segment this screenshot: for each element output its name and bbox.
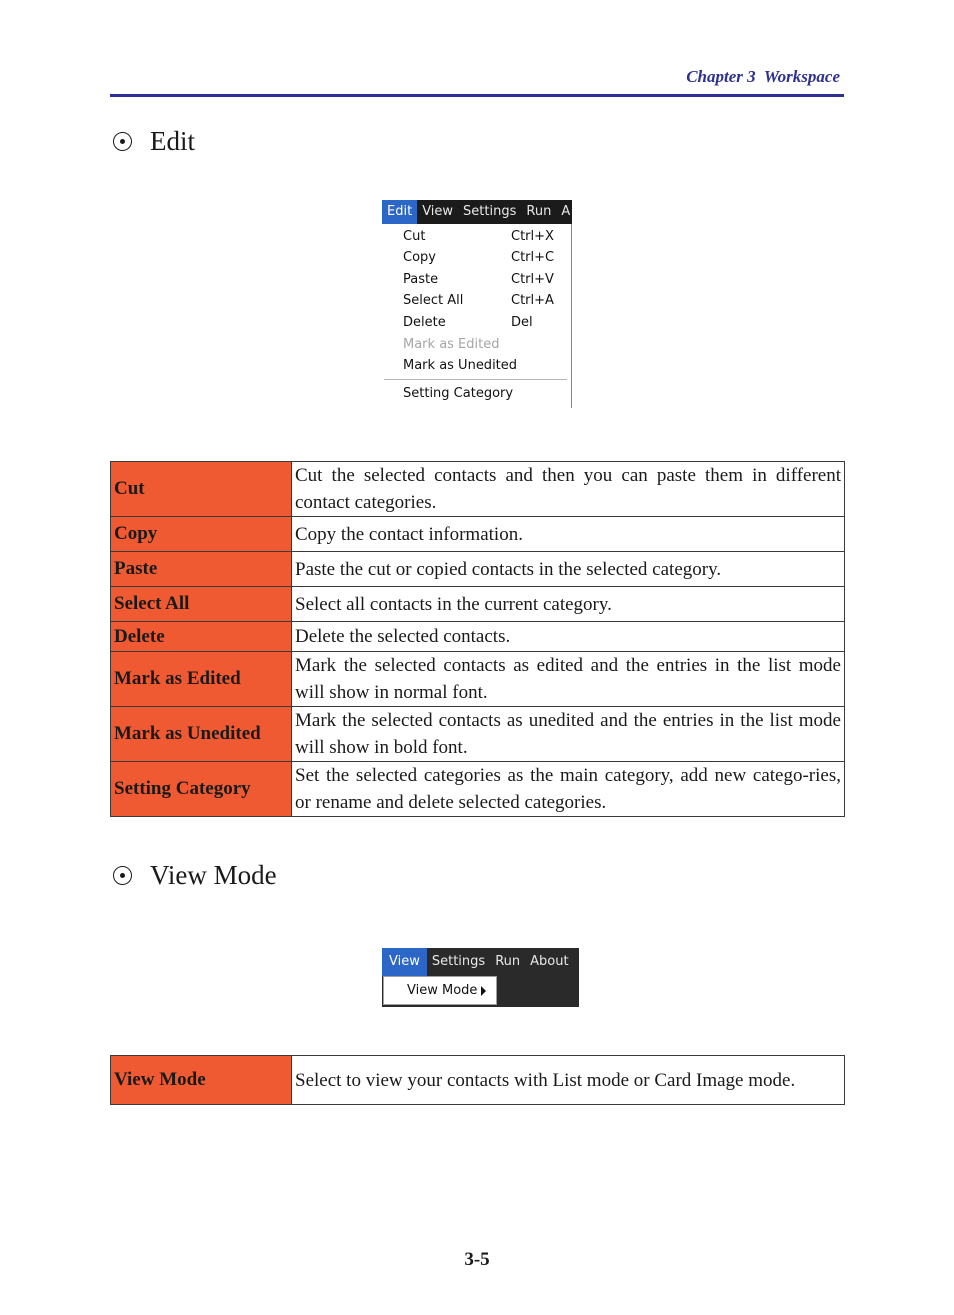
menu-item-setting-category[interactable]	[403, 386, 563, 401]
menu-item-label: Mark as Edited	[403, 337, 500, 352]
heading-text: Edit	[150, 126, 195, 156]
desc-cell: Paste the cut or copied contacts in the selected category.	[292, 552, 845, 587]
term-cell: Setting Category	[111, 762, 292, 817]
menu-item-shortcut: Del	[511, 315, 533, 330]
menubar	[382, 200, 572, 224]
term-cell: Mark as Unedited	[111, 707, 292, 762]
menu-item-copy[interactable]	[403, 250, 563, 265]
term-cell: Cut	[111, 462, 292, 517]
menu-item-label: Mark as Unedited	[403, 358, 518, 373]
menu-item-label: Copy	[403, 250, 436, 265]
view-menu-screenshot	[382, 948, 579, 1007]
menu-item-shortcut: Ctrl+C	[511, 250, 555, 265]
menu-run[interactable]: Run	[526, 204, 552, 219]
menu-item-mark-as-unedited[interactable]	[403, 358, 563, 373]
desc-cell: Delete the selected contacts.	[292, 622, 845, 652]
menu-item-view-mode[interactable]	[383, 976, 497, 1005]
menu-item-label: Delete	[403, 315, 446, 330]
menu-item-paste[interactable]	[403, 272, 563, 287]
table-row	[111, 762, 845, 817]
table-row	[111, 462, 845, 517]
view-mode-definitions-table	[110, 1055, 845, 1105]
term-cell: Mark as Edited	[111, 652, 292, 707]
menu-about[interactable]: About	[530, 954, 569, 969]
menu-item-label: View Mode	[407, 983, 478, 998]
term-cell: Paste	[111, 552, 292, 587]
menu-view[interactable]: View	[422, 204, 454, 219]
menu-settings[interactable]: Settings	[431, 954, 486, 969]
menu-item-shortcut: Ctrl+X	[511, 229, 554, 244]
menu-item-label: Setting Category	[403, 386, 514, 401]
table-row	[111, 707, 845, 762]
heading-text: View Mode	[150, 860, 277, 890]
menu-item-label: Cut	[403, 229, 426, 244]
page-number: 3-5	[464, 1249, 490, 1270]
menu-item-mark-as-edited	[403, 337, 563, 352]
desc-cell: Copy the contact information.	[292, 517, 845, 552]
edit-menu-screenshot	[382, 200, 572, 408]
menu-item-cut[interactable]	[403, 229, 563, 244]
section-heading-view-mode	[110, 860, 277, 891]
menu-item-shortcut: Ctrl+A	[511, 293, 554, 308]
menu-separator	[384, 379, 567, 380]
table-row	[111, 517, 845, 552]
header-rule	[110, 94, 844, 97]
menu-edit[interactable]: Edit	[382, 200, 417, 224]
section-heading-edit	[110, 126, 195, 157]
desc-cell: Set the selected categories as the main category, add new catego-ries, or rename and delete selected categories.	[292, 762, 845, 817]
term-cell: View Mode	[111, 1056, 292, 1105]
desc-cell: Select all contacts in the current category.	[292, 587, 845, 622]
table-row	[111, 552, 845, 587]
table-row	[111, 652, 845, 707]
menu-item-label: Paste	[403, 272, 439, 287]
submenu-arrow-icon	[481, 986, 486, 996]
edit-definitions-table	[110, 461, 845, 817]
term-cell: Delete	[111, 622, 292, 652]
chapter-header: Chapter 3 Workspace	[686, 67, 840, 86]
menubar	[382, 948, 579, 976]
menu-run[interactable]: Run	[495, 954, 521, 969]
circle-bullet-icon	[113, 866, 132, 885]
term-cell: Copy	[111, 517, 292, 552]
menu-view[interactable]: View	[382, 948, 427, 976]
desc-cell: Cut the selected contacts and then you can paste them in different contact categories.	[292, 462, 845, 517]
table-row	[111, 622, 845, 652]
menu-about[interactable]: A	[561, 204, 571, 219]
circle-bullet-icon	[113, 132, 132, 151]
menu-item-select-all[interactable]	[403, 293, 563, 308]
edit-dropdown	[382, 224, 572, 408]
desc-cell: Mark the selected contacts as edited and the entries in the list mode will show in normal font.	[292, 652, 845, 707]
term-cell: Select All	[111, 587, 292, 622]
desc-cell: Select to view your contacts with List mode or Card Image mode.	[292, 1056, 845, 1105]
menu-item-label: Select All	[403, 293, 464, 308]
menu-settings[interactable]: Settings	[463, 204, 517, 219]
menu-item-shortcut: Ctrl+V	[511, 272, 554, 287]
table-row	[111, 1056, 845, 1105]
menu-item-delete[interactable]	[403, 315, 563, 330]
table-row	[111, 587, 845, 622]
desc-cell: Mark the selected contacts as unedited and the entries in the list mode will show in bold font.	[292, 707, 845, 762]
